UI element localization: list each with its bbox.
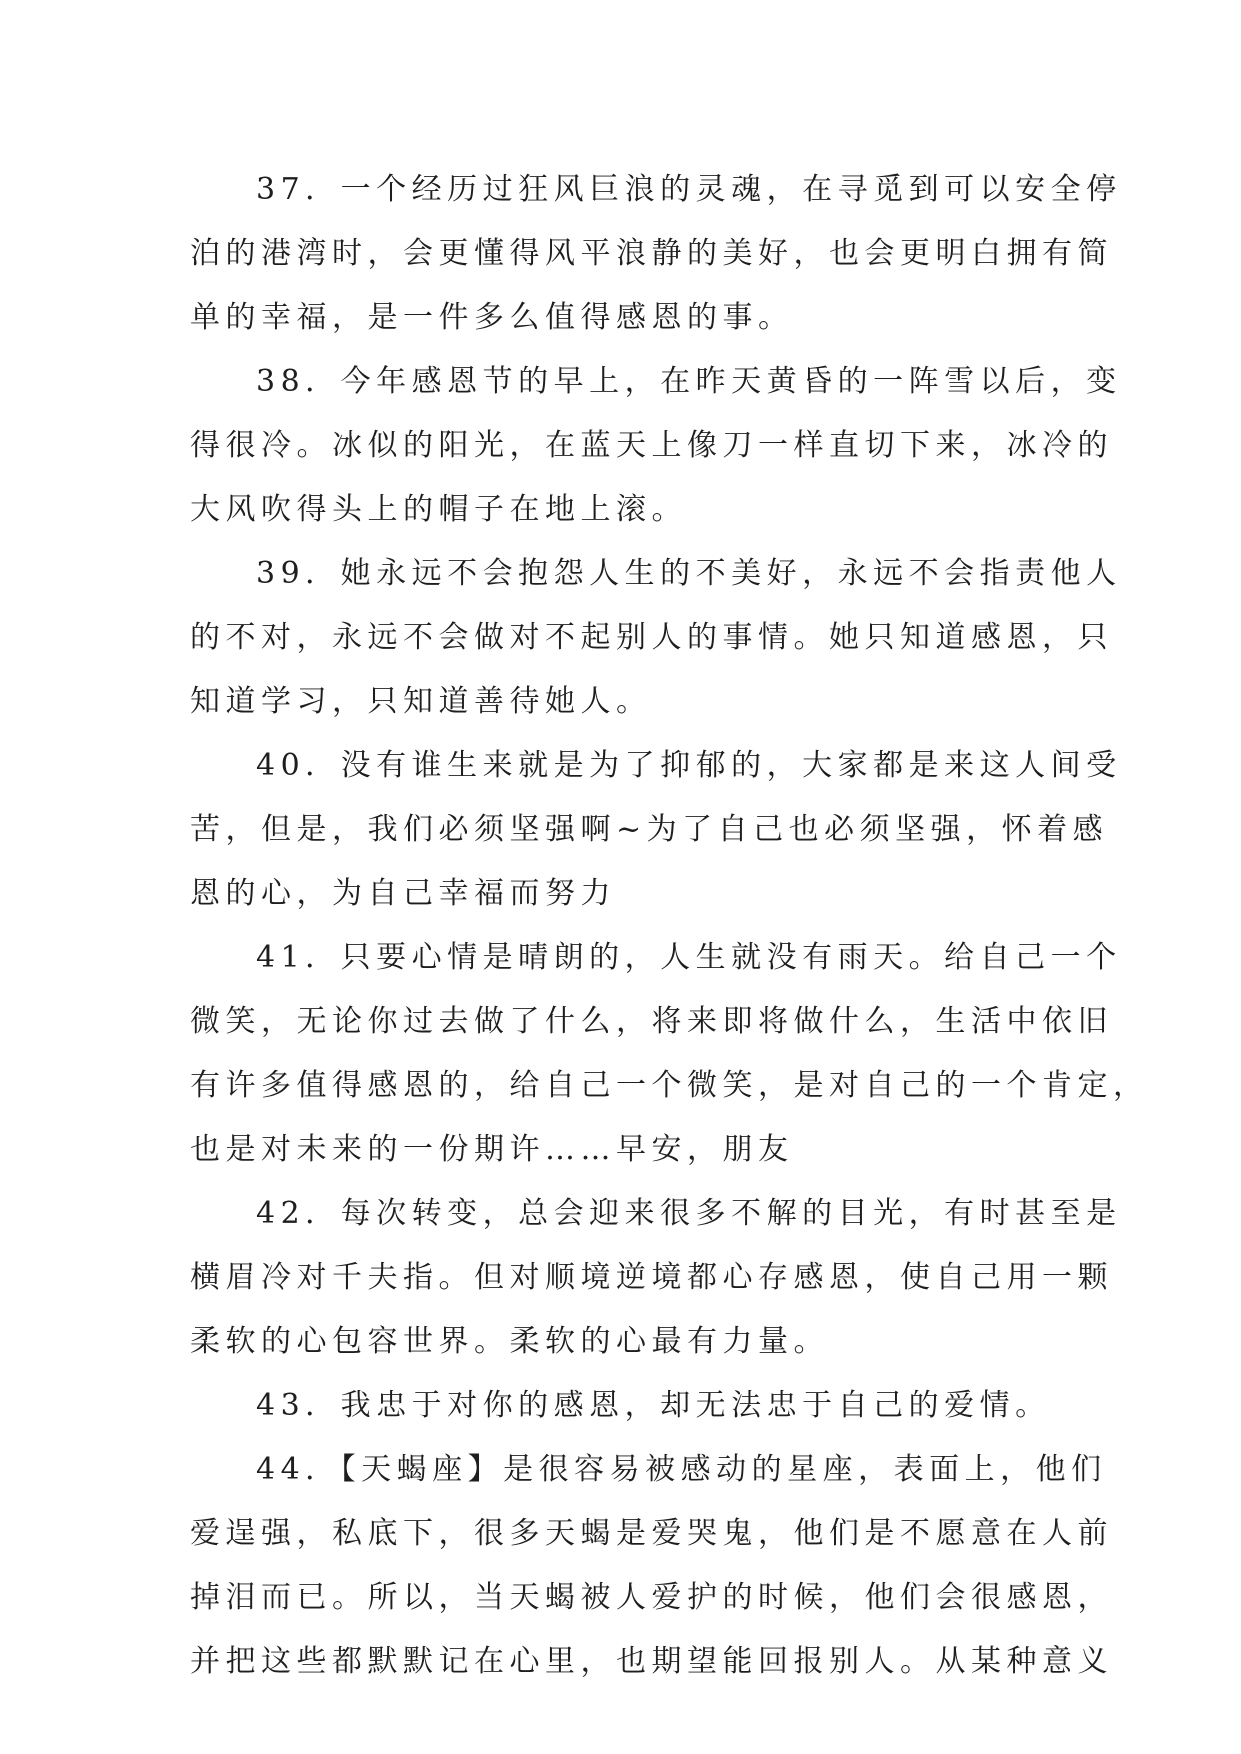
text-line: 柔软的心包容世界。柔软的心最有力量。 — [190, 1324, 829, 1359]
text-line: 泊的港湾时，会更懂得风平浪静的美好，也会更明白拥有简 — [190, 236, 1113, 271]
text-line: 爱逞强，私底下，很多天蝎是爱哭鬼，他们是不愿意在人前 — [190, 1516, 1113, 1551]
paragraph — [190, 734, 1122, 926]
paragraph — [190, 926, 1149, 1182]
text-line: 大风吹得头上的帽子在地上滚。 — [190, 492, 687, 527]
text-line: 微笑，无论你过去做了什么，将来即将做什么，生活中依旧 — [190, 1004, 1113, 1039]
text-line: 44．【天蝎座】是很容易被感动的星座，表面上，他们 — [256, 1452, 1107, 1487]
text-line: 的不对，永远不会做对不起别人的事情。她只知道感恩，只 — [190, 620, 1113, 655]
text-line: 37．一个经历过狂风巨浪的灵魂，在寻觅到可以安全停 — [256, 172, 1122, 207]
text-line: 并把这些都默默记在心里，也期望能回报别人。从某种意义 — [190, 1644, 1113, 1679]
text-line: 也是对未来的一份期许……早安，朋友 — [190, 1132, 794, 1167]
paragraph — [190, 1182, 1122, 1374]
paragraph — [190, 1438, 1113, 1694]
text-line: 苦，但是，我们必须坚强啊~为了自己也必须坚强，怀着感 — [190, 812, 1109, 847]
text-line: 40．没有谁生来就是为了抑郁的，大家都是来这人间受 — [256, 748, 1122, 783]
text-line: 有许多值得感恩的，给自己一个微笑，是对自己的一个肯定， — [190, 1068, 1149, 1103]
text-line: 得很冷。冰似的阳光，在蓝天上像刀一样直切下来，冰冷的 — [190, 428, 1113, 463]
document-body — [190, 158, 1149, 1694]
text-line: 41．只要心情是晴朗的，人生就没有雨天。给自己一个 — [256, 940, 1122, 975]
paragraph — [190, 542, 1122, 734]
text-line: 43．我忠于对你的感恩，却无法忠于自己的爱情。 — [256, 1388, 1051, 1423]
text-line: 横眉冷对千夫指。但对顺境逆境都心存感恩，使自己用一颗 — [190, 1260, 1113, 1295]
text-line: 恩的心，为自己幸福而努力 — [190, 876, 616, 911]
paragraph — [190, 1374, 1051, 1438]
text-line: 38．今年感恩节的早上，在昨天黄昏的一阵雪以后，变 — [256, 364, 1122, 399]
text-line: 掉泪而已。所以，当天蝎被人爱护的时候，他们会很感恩， — [190, 1580, 1113, 1615]
paragraph — [190, 350, 1122, 542]
text-line: 知道学习，只知道善待她人。 — [190, 684, 652, 719]
paragraph — [190, 158, 1122, 350]
text-line: 42．每次转变，总会迎来很多不解的目光，有时甚至是 — [256, 1196, 1122, 1231]
text-line: 单的幸福，是一件多么值得感恩的事。 — [190, 300, 794, 335]
text-line: 39．她永远不会抱怨人生的不美好，永远不会指责他人 — [256, 556, 1122, 591]
